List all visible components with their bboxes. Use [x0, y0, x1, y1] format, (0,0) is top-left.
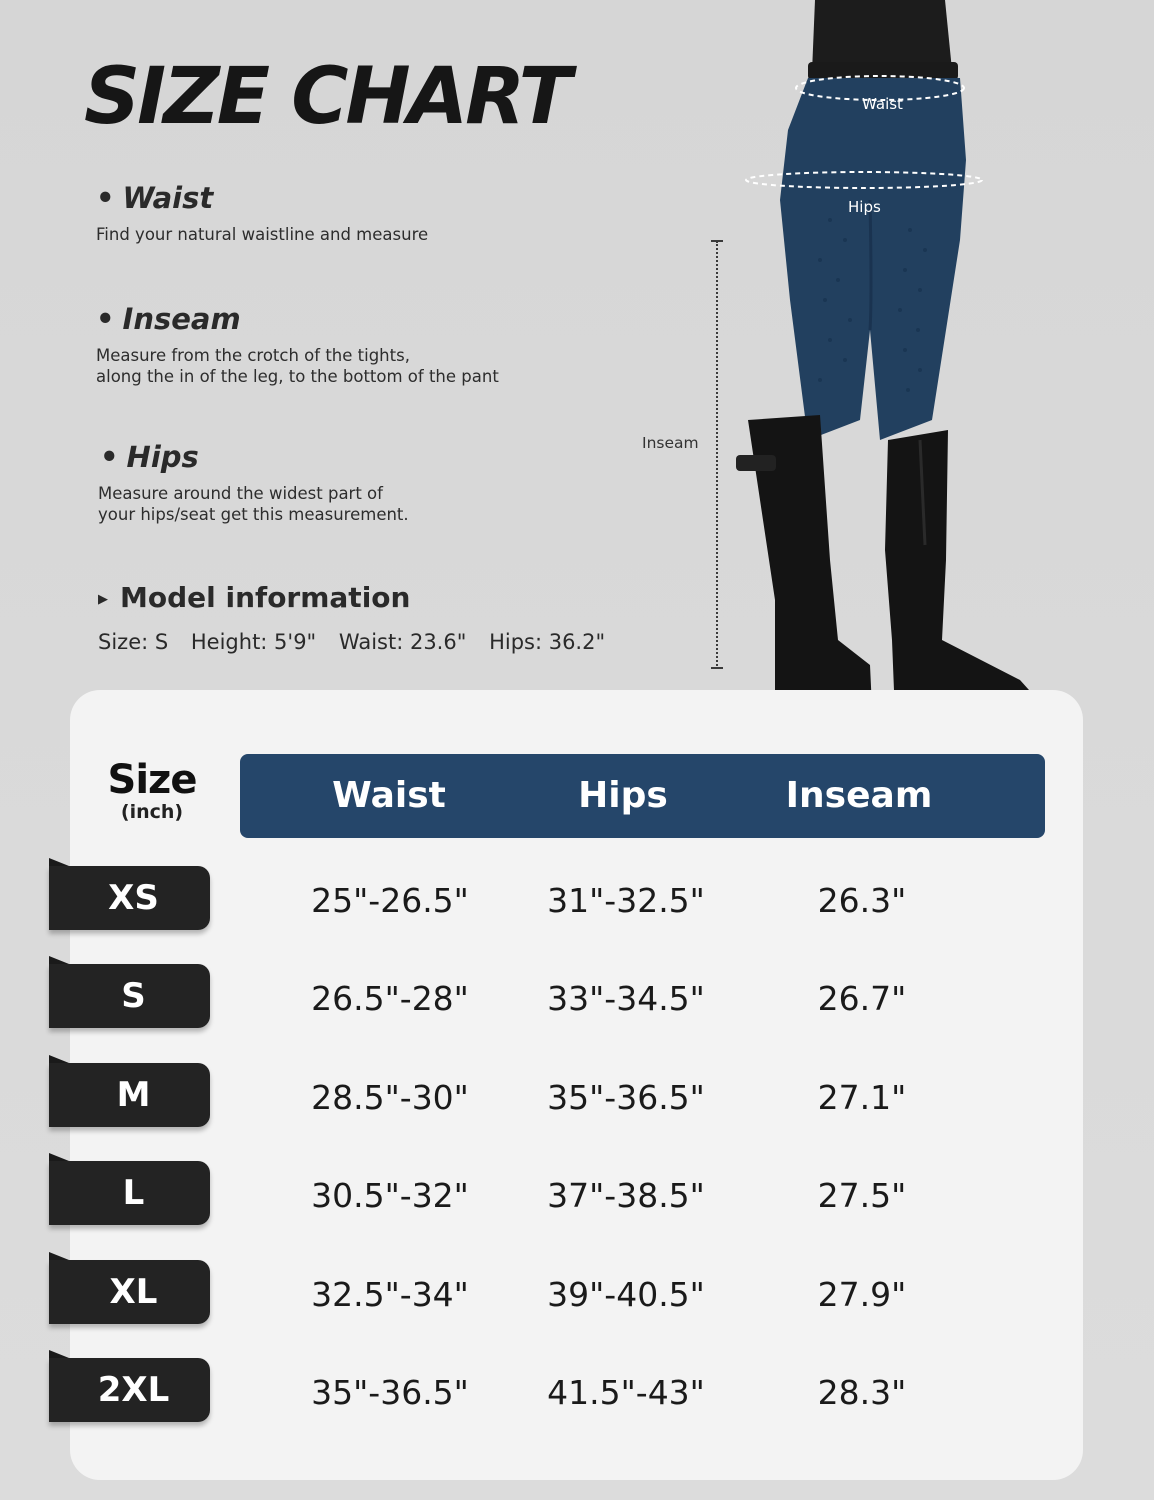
table-row	[0, 964, 1154, 1034]
model-info-heading	[98, 581, 411, 614]
waist-description	[96, 224, 428, 245]
header-hips: Hips	[578, 775, 668, 816]
bullet-icon: •	[96, 302, 115, 336]
waist-cell: 28.5"-30"	[311, 1078, 469, 1117]
model-waist: Waist: 23.6"	[338, 630, 467, 654]
inseam-cap-top	[711, 240, 723, 242]
hips-cell: 37"-38.5"	[547, 1176, 705, 1215]
size-column-header	[104, 758, 200, 822]
waist-heading-text: Waist	[122, 181, 214, 215]
hips-heading	[100, 440, 199, 474]
hips-measure-label: Hips	[848, 198, 881, 216]
waist-cell: 32.5"-34"	[311, 1275, 469, 1314]
bullet-icon: •	[96, 181, 115, 215]
inseam-cell: 27.5"	[817, 1176, 907, 1215]
model-info	[98, 630, 621, 654]
model-heading-text: Model information	[120, 581, 411, 614]
size-tag: XL	[49, 1260, 210, 1324]
table-row	[0, 1063, 1154, 1133]
inseam-cell: 26.7"	[817, 979, 907, 1018]
model-size: Size: S	[98, 630, 169, 654]
table-row	[0, 1161, 1154, 1231]
size-tag: L	[49, 1161, 210, 1225]
black-top-shape	[812, 0, 952, 72]
inseam-measure-line	[716, 241, 718, 669]
waist-desc-line: Find your natural waistline and measure	[96, 225, 429, 244]
pants-shape	[780, 78, 966, 440]
waist-cell: 35"-36.5"	[311, 1373, 469, 1412]
inseam-cell: 27.1"	[817, 1078, 907, 1117]
bullet-icon: •	[100, 440, 119, 474]
table-row	[0, 1260, 1154, 1330]
inseam-heading	[96, 302, 241, 336]
header-inseam: Inseam	[785, 775, 933, 816]
hips-desc-line: Measure around the widest part of	[98, 484, 383, 503]
inseam-desc-line: Measure from the crotch of the tights,	[96, 346, 410, 365]
hips-cell: 39"-40.5"	[547, 1275, 705, 1314]
table-row	[0, 866, 1154, 936]
waist-heading	[96, 181, 214, 215]
unit-label: (inch)	[120, 801, 184, 823]
inseam-description	[96, 345, 499, 387]
hips-cell: 35"-36.5"	[547, 1078, 705, 1117]
hips-cell: 41.5"-43"	[547, 1373, 705, 1412]
header-waist: Waist	[332, 775, 446, 816]
boot-strap	[736, 455, 776, 471]
table-header-bar	[240, 754, 1045, 838]
model-height: Height: 5'9"	[190, 630, 317, 654]
inseam-cell: 26.3"	[817, 881, 907, 920]
hips-description	[98, 483, 409, 525]
inseam-cap-bottom	[711, 667, 723, 669]
inseam-cell: 28.3"	[817, 1373, 907, 1412]
inseam-heading-text: Inseam	[122, 302, 241, 336]
triangle-right-icon: ▶	[98, 591, 108, 607]
inseam-cell: 27.9"	[817, 1275, 907, 1314]
hips-cell: 33"-34.5"	[547, 979, 705, 1018]
size-tag: XS	[49, 866, 210, 930]
page-title: SIZE CHART	[84, 52, 569, 142]
waist-cell: 25"-26.5"	[311, 881, 469, 920]
table-row	[0, 1358, 1154, 1428]
size-header-label: Size	[107, 757, 197, 803]
hips-desc-line: your hips/seat get this measurement.	[98, 505, 409, 524]
waist-cell: 30.5"-32"	[311, 1176, 469, 1215]
waist-measure-label: Waist	[862, 95, 903, 113]
inseam-desc-line: along the in of the leg, to the bottom of the pant	[96, 367, 499, 386]
size-tag: S	[49, 964, 210, 1028]
size-tag: M	[49, 1063, 210, 1127]
model-hips: Hips: 36.2"	[489, 630, 606, 654]
right-boot-shape	[885, 430, 1038, 718]
size-tag: 2XL	[49, 1358, 210, 1422]
waist-cell: 26.5"-28"	[311, 979, 469, 1018]
hips-cell: 31"-32.5"	[547, 881, 705, 920]
inseam-measure-label: Inseam	[642, 434, 699, 452]
hips-heading-text: Hips	[126, 440, 199, 474]
